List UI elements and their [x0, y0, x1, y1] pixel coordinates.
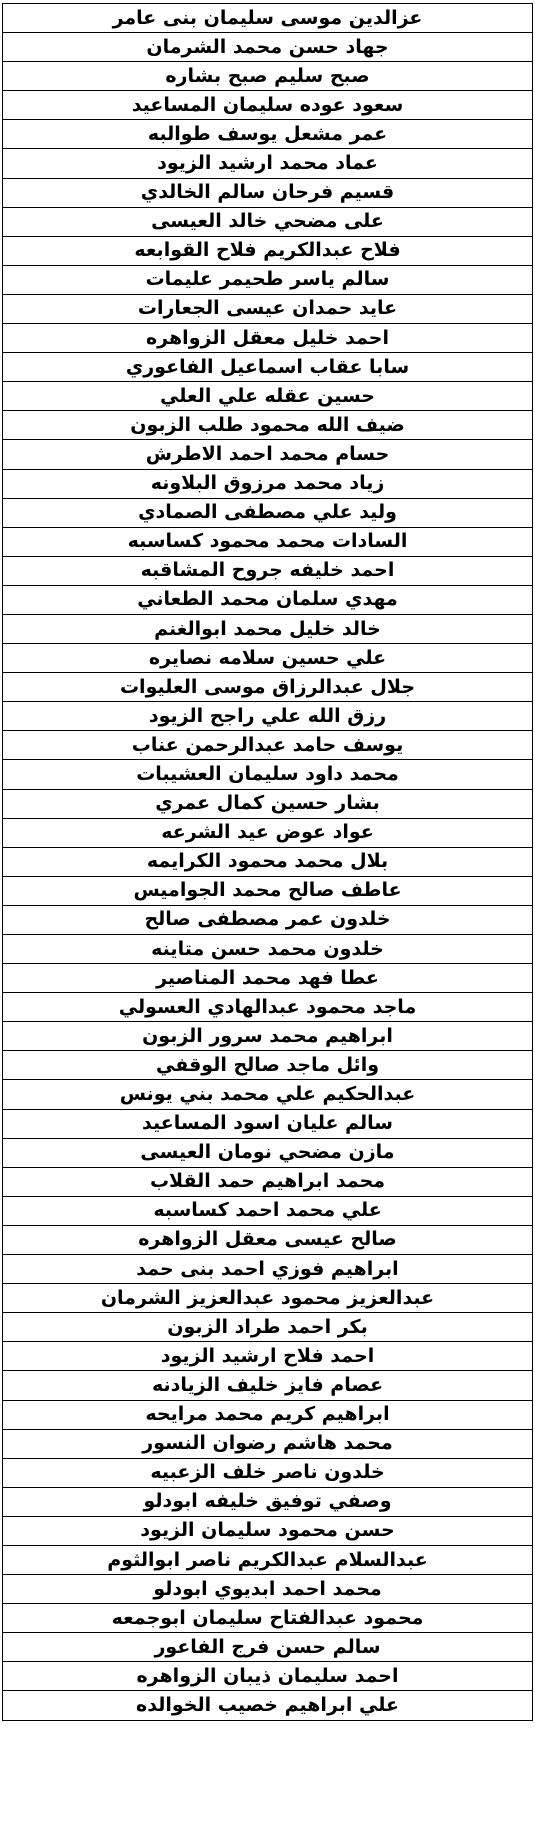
name-cell: خلدون ناصر خلف الزعبيه	[3, 1458, 533, 1487]
name-cell: محمد احمد ابديوي ابودلو	[3, 1575, 533, 1604]
name-cell: عايد حمدان عيسى الجعارات	[3, 294, 533, 323]
name-cell: فلاح عبدالكريم فلاح القوابعه	[3, 236, 533, 265]
table-row	[3, 1109, 533, 1138]
table-row	[3, 4, 533, 33]
name-cell: عواد عوض عيد الشرعه	[3, 818, 533, 847]
table-row	[3, 993, 533, 1022]
table-row	[3, 411, 533, 440]
name-cell: عماد محمد ارشيد الزيود	[3, 149, 533, 178]
name-cell: عبدالحكيم علي محمد بني يونس	[3, 1080, 533, 1109]
table-row	[3, 1429, 533, 1458]
table-row	[3, 1400, 533, 1429]
name-cell: ابراهيم كريم محمد مرايحه	[3, 1400, 533, 1429]
name-cell: عزالدين موسى سليمان بنى عامر	[3, 4, 533, 33]
name-cell: محمد ابراهيم حمد القلاب	[3, 1167, 533, 1196]
table-row	[3, 1662, 533, 1691]
table-row	[3, 585, 533, 614]
name-cell: وليد علي مصطفى الصمادي	[3, 498, 533, 527]
table-row	[3, 702, 533, 731]
table-row	[3, 1138, 533, 1167]
name-cell: سالم ياسر طحيمر عليمات	[3, 265, 533, 294]
table-row	[3, 1080, 533, 1109]
name-cell: احمد سليمان ذيبان الزواهره	[3, 1662, 533, 1691]
name-cell: سعود عوده سليمان المساعيد	[3, 91, 533, 120]
table-row	[3, 62, 533, 91]
table-row	[3, 353, 533, 382]
name-cell: علي حسين سلامه نصايره	[3, 644, 533, 673]
table-row	[3, 1516, 533, 1545]
names-table	[2, 3, 533, 1721]
table-row	[3, 847, 533, 876]
name-cell: ضيف الله محمود طلب الزبون	[3, 411, 533, 440]
name-cell: السادات محمد محمود كساسبه	[3, 527, 533, 556]
table-row	[3, 265, 533, 294]
name-cell: احمد فلاح ارشيد الزيود	[3, 1342, 533, 1371]
name-cell: علي محمد احمد كساسبه	[3, 1196, 533, 1225]
name-cell: جلال عبدالرزاق موسى العليوات	[3, 673, 533, 702]
name-cell: عاطف صالح محمد الجواميس	[3, 876, 533, 905]
table-row	[3, 644, 533, 673]
name-cell: بشار حسين كمال عمري	[3, 789, 533, 818]
name-cell: بكر احمد طراد الزبون	[3, 1313, 533, 1342]
name-cell: خلدون عمر مصطفى صالح	[3, 905, 533, 934]
table-row	[3, 469, 533, 498]
name-cell: على مضحي خالد العيسى	[3, 207, 533, 236]
table-row	[3, 1342, 533, 1371]
table-row	[3, 964, 533, 993]
table-row	[3, 33, 533, 62]
table-row	[3, 178, 533, 207]
table-row	[3, 1313, 533, 1342]
table-row	[3, 440, 533, 469]
name-cell: سابا عقاب اسماعيل الفاعوري	[3, 353, 533, 382]
table-row	[3, 876, 533, 905]
table-row	[3, 1458, 533, 1487]
table-row	[3, 120, 533, 149]
table-row	[3, 1196, 533, 1225]
name-cell: علي ابراهيم خصيب الخوالده	[3, 1691, 533, 1720]
name-cell: سالم عليان اسود المساعيد	[3, 1109, 533, 1138]
table-row	[3, 935, 533, 964]
name-cell: رزق الله علي راجح الزيود	[3, 702, 533, 731]
table-row	[3, 1255, 533, 1284]
name-cell: ابراهيم فوزي احمد بنى حمد	[3, 1255, 533, 1284]
table-row	[3, 1545, 533, 1574]
table-row	[3, 236, 533, 265]
name-cell: يوسف حامد عبدالرحمن عناب	[3, 731, 533, 760]
table-row	[3, 1225, 533, 1254]
table-row	[3, 1051, 533, 1080]
name-cell: ابراهيم محمد سرور الزبون	[3, 1022, 533, 1051]
name-cell: صالح عيسى معقل الزواهره	[3, 1225, 533, 1254]
table-row	[3, 1691, 533, 1720]
name-cell: محمد هاشم رضوان النسور	[3, 1429, 533, 1458]
name-cell: حسين عقله علي العلي	[3, 382, 533, 411]
table-row	[3, 673, 533, 702]
table-row	[3, 1604, 533, 1633]
table-row	[3, 294, 533, 323]
table-row	[3, 789, 533, 818]
name-cell: سالم حسن فرج الفاعور	[3, 1633, 533, 1662]
table-row	[3, 760, 533, 789]
table-row	[3, 1371, 533, 1400]
name-cell: احمد خليل معقل الزواهره	[3, 324, 533, 353]
table-row	[3, 91, 533, 120]
name-cell: خالد خليل محمد ابوالغنم	[3, 614, 533, 643]
table-row	[3, 614, 533, 643]
table-row	[3, 1167, 533, 1196]
table-row	[3, 324, 533, 353]
table-row	[3, 905, 533, 934]
name-cell: احمد خليفه جروح المشاقبه	[3, 556, 533, 585]
name-cell: عطا فهد محمد المناصير	[3, 964, 533, 993]
table-row	[3, 498, 533, 527]
name-cell: خلدون محمد حسن متاينه	[3, 935, 533, 964]
name-cell: قسيم فرحان سالم الخالدي	[3, 178, 533, 207]
table-row	[3, 1022, 533, 1051]
table-row	[3, 207, 533, 236]
name-cell: عبدالعزيز محمود عبدالعزيز الشرمان	[3, 1284, 533, 1313]
table-row	[3, 527, 533, 556]
table-row	[3, 731, 533, 760]
table-row	[3, 382, 533, 411]
name-cell: مازن مضحي نومان العيسى	[3, 1138, 533, 1167]
table-row	[3, 1284, 533, 1313]
table-row	[3, 1633, 533, 1662]
name-cell: عصام فايز خليف الزيادنه	[3, 1371, 533, 1400]
name-cell: جهاد حسن محمد الشرمان	[3, 33, 533, 62]
name-cell: محمود عبدالفتاح سليمان ابوجمعه	[3, 1604, 533, 1633]
name-cell: وائل ماجد صالح الوقفي	[3, 1051, 533, 1080]
name-cell: محمد داود سليمان العشيبات	[3, 760, 533, 789]
name-cell: صبح سليم صبح بشاره	[3, 62, 533, 91]
name-cell: ماجد محمود عبدالهادي العسولي	[3, 993, 533, 1022]
name-cell: عمر مشعل يوسف طوالبه	[3, 120, 533, 149]
name-cell: حسام محمد احمد الاطرش	[3, 440, 533, 469]
table-row	[3, 149, 533, 178]
names-table-body	[3, 4, 533, 1721]
table-row	[3, 1487, 533, 1516]
name-cell: وصفي توفيق خليفه ابودلو	[3, 1487, 533, 1516]
table-row	[3, 556, 533, 585]
name-cell: مهدي سلمان محمد الطعاني	[3, 585, 533, 614]
name-cell: بلال محمد محمود الكرايمه	[3, 847, 533, 876]
name-cell: زياد محمد مرزوق البلاونه	[3, 469, 533, 498]
table-row	[3, 818, 533, 847]
name-cell: حسن محمود سليمان الزيود	[3, 1516, 533, 1545]
name-cell: عبدالسلام عبدالكريم ناصر ابوالثوم	[3, 1545, 533, 1574]
table-row	[3, 1575, 533, 1604]
